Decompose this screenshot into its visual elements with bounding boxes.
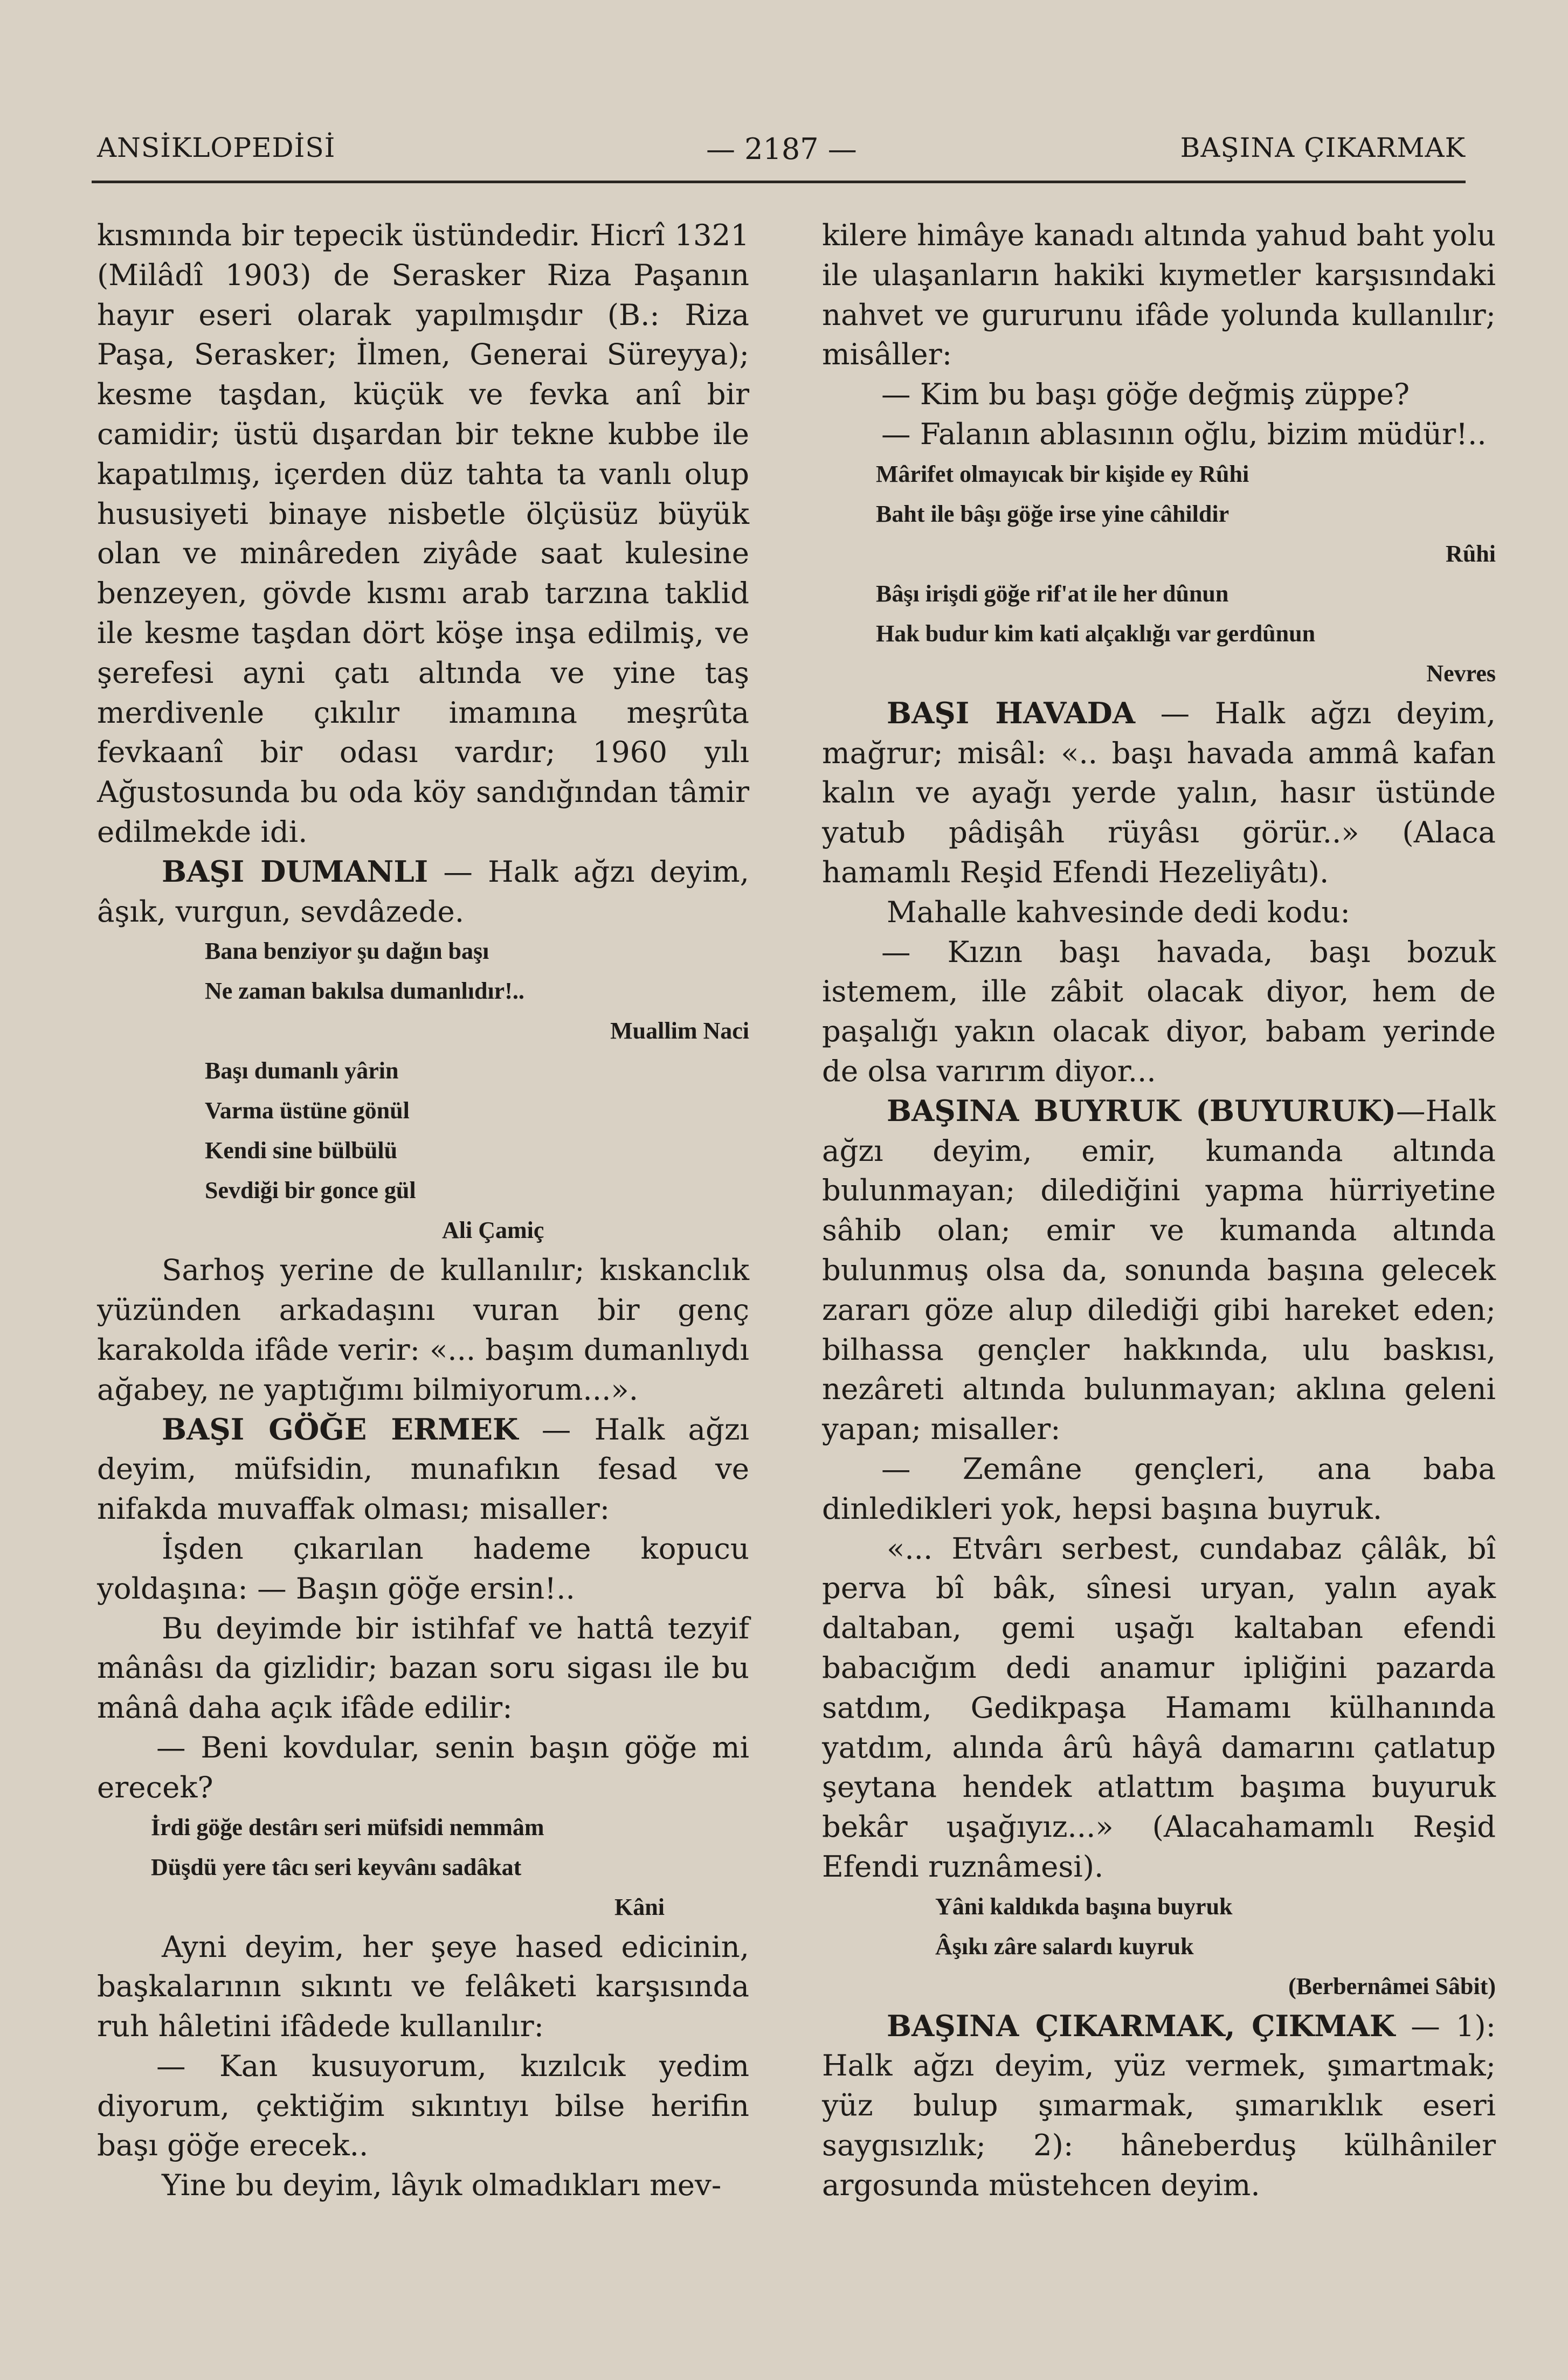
paragraph: İşden çıkarılan hademe kopucu yoldaşına: — Başın göğe ersin!..	[97, 1531, 749, 1606]
paragraph: kısmında bir tepecik üstündedir. Hicrî 1321 (Milâdî 1903) de Serasker Riza Paşanın hayır eseri olarak yapılmışdır (B.: Riza Paşa, Serasker; İlmen, Generai Süreyya); kesme taşdan, küçük ve fevka anî bir camidir; üstü dışardan bir tekne kubbe ile kapatılmış, içerden düz tahta ta vanlı olup hususiyeti binaye nisbetle ölçüsüz büyük olan ve minâreden ziyâde saat kulesine benzeyen, gövde kısmı arab tarzına taklid ile kesme taşdan dört köşe inşa edilmiş, ve şerefesi ayni çatı altında ve yine taş merdivenle çıkılır imamına meşrûta fevkaanî bir odası vardır; 1960 yılı Ağustosunda bu oda köy sandığından tâmir edilmekde idi.	[97, 218, 749, 849]
verse-line: Bana benziyor şu dağın başı	[205, 938, 489, 965]
entry-headword: BAŞI GÖĞE ERMEK	[162, 1412, 519, 1447]
verse-line: Başı dumanlı yârin	[205, 1057, 399, 1084]
entry-basi-dumanli	[97, 852, 749, 932]
verse-line: Ne zaman bakılsa dumanlıdır!..	[205, 978, 524, 1005]
entry-definition: —Halk ağzı deyim, emir, kumanda altında bulunmayan; dilediğini yapma hürriyetine sâhib olan; emir ve kumanda altında bulunmuş olsa da, sonunda başına gelecek zararı göze alup dilediği gibi hareket eden; bilhassa gençler hakkında, ulu baskısı, nezâreti altında bulunmayan; aklına geleni yapan; misaller:	[822, 1093, 1496, 1447]
verse-attribution: Nevres	[1426, 660, 1496, 687]
verse-attribution: Muallim Naci	[610, 1018, 749, 1044]
entry-basi-goge-ermek	[97, 1410, 749, 1529]
paragraph: «... Etvârı serbest, cundabaz çâlâk, bî perva bî bâk, sînesi uryan, yalın ayak daltaban, gemi uşağı kaltaban efendi babacığım dedi anamur ipliğini pazarda satdım, Gedikpaşa Hamamı külhanında yatdım, alında ârû hâyâ damarını çatlatup şeytana hendek atlattım başıma buyuruk bekâr uşağıyız...» (Alacahamamlı Reşid Efendi ruznâmesi).	[822, 1531, 1496, 1884]
paragraph: Sarhoş yerine de kullanılır; kıskanclık yüzünden arkadaşını vuran bir genç karakolda ifâde verir: «... başım dumanlıydı ağabey, ne yaptığımı bilmiyorum...».	[97, 1253, 749, 1407]
entry-headword: BAŞI DUMANLI	[162, 854, 429, 889]
running-header	[92, 132, 1466, 186]
verse-attribution: Rûhi	[1446, 540, 1496, 567]
paragraph: Bu deyimde bir istihfaf ve hattâ tezyif mânâsı da gizlidir; bazan soru sigası ile bu mânâ daha açık ifâde edilir:	[97, 1610, 749, 1725]
entry-basina-cikarmak	[822, 2007, 1496, 2205]
dialogue-line: — Beni kovdular, senin başın göğe mi erecek?	[97, 1729, 749, 1804]
dialogue-line: — Kan kusuyorum, kızılcık yedim diyorum, çektiğim sıkıntıyı bilse herifin başı göğe erecek..	[97, 2048, 749, 2163]
verse-attribution: Kâni	[614, 1893, 665, 1920]
entry-definition: — 1): Halk ağzı deyim, yüz vermek, şımartmak; yüz bulup şımarmak, şımarıklık eseri saygısızlık; 2): hâneberduş külhâniler argosunda müstehcen deyim.	[822, 2008, 1496, 2202]
dialogue-line: — Kızın başı havada, başı bozuk istemem, ille zâbit olacak diyor, hem de paşalığı yakın olacak diyor, babam yerinde de olsa varırım diyor...	[822, 934, 1496, 1088]
paragraph: Ayni deyim, her şeye hased edicinin, başkalarının sıkıntı ve felâketi karşısında ruh hâletini ifâdede kullanılır:	[97, 1929, 749, 2044]
dialogue-line: — Zemâne gençleri, ana baba dinledikleri yok, hepsi başına buyruk.	[822, 1451, 1496, 1526]
header-title-left: ANSİKLOPEDİSİ	[97, 132, 336, 163]
page-number: — 2187 —	[706, 132, 857, 166]
verse-line: Baht ile bâşı göğe irse yine câhildir	[876, 500, 1229, 527]
paragraph: Yine bu deyim, lâyık olmadıkları mev-	[162, 2168, 722, 2203]
entry-headword: BAŞINA ÇIKARMAK, ÇIKMAK	[887, 2008, 1396, 2043]
verse-line: Hak budur kim kati alçaklığı var gerdûnun	[876, 620, 1316, 647]
verse-line: Varma üstüne gönül	[205, 1097, 410, 1124]
dialogue-line: — Falanın ablasının oğlu, bizim müdür!..	[881, 416, 1487, 451]
verse-line: Yâni kaldıkda başına buyruk	[935, 1893, 1233, 1920]
entry-basina-buyruk	[822, 1091, 1496, 1449]
right-column	[822, 216, 1496, 2205]
verse-line: Kendi sine bülbülü	[205, 1137, 398, 1164]
verse-line: Düşdü yere tâcı seri keyvânı sadâkat	[151, 1853, 522, 1880]
verse-line: Mârifet olmayıcak bir kişide ey Rûhi	[876, 460, 1249, 487]
verse-line: Bâşı irişdi göğe rif'at ile her dûnun	[876, 580, 1229, 607]
dialogue-line: — Kim bu başı göğe değmiş züppe?	[881, 377, 1410, 412]
paragraph: Mahalle kahvesinde dedi kodu:	[887, 894, 1350, 929]
left-column	[97, 216, 749, 2205]
verse-line: Âşıkı zâre salardı kuyruk	[935, 1933, 1194, 1960]
entry-headword: BAŞINA BUYRUK (BUYURUK)	[887, 1093, 1397, 1128]
header-rule	[92, 181, 1466, 183]
verse-attribution: (Berbernâmei Sâbit)	[1288, 1973, 1496, 2000]
header-title-right: BAŞINA ÇIKARMAK	[1180, 132, 1466, 163]
verse-line: Sevdiği bir gonce gül	[205, 1177, 416, 1204]
verse-line: İrdi göğe destârı seri müfsidi nemmâm	[151, 1814, 544, 1841]
entry-headword: BAŞI HAVADA	[887, 695, 1136, 730]
verse-attribution: Ali Çamiç	[442, 1217, 544, 1244]
entry-definition: — Halk ağzı deyim, müfsidin, munafıkın fesad ve nifakda muvaffak olması; misaller:	[97, 1412, 749, 1526]
entry-basi-havada	[822, 694, 1496, 892]
entry-definition: — Halk ağzı deyim, mağrur; misâl: «.. başı havada ammâ kafan kalın ve ayağı yerde yalın, hasır üstünde yatub pâdişâh rüyâsı görür..» (Alaca hamamlı Reşid Efendi Hezeliyâtı).	[822, 695, 1496, 889]
entry-definition: — Halk ağzı deyim, âşık, vurgun, sevdâzede.	[97, 854, 749, 929]
paragraph: kilere himâye kanadı altında yahud baht yolu ile ulaşanların hakiki kıymetler karşısındaki nahvet ve gururunu ifâde yolunda kullanılır; misâller:	[822, 218, 1496, 372]
